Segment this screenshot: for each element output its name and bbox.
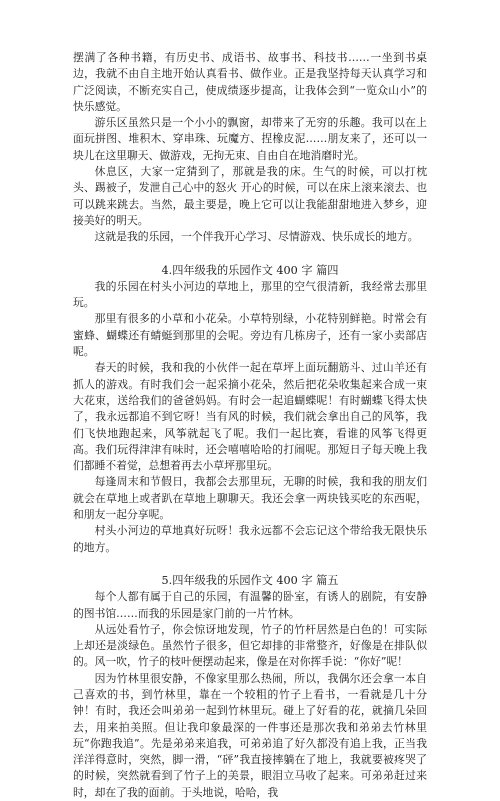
paragraph: 每逢周末和节假日，我都会去那里玩，无聊的时候，我和我的朋友们就会在草地上或者趴在草地上聊聊天。我还会拿一两块钱买吃的东西呢，和朋友一起分享呢。: [73, 475, 427, 522]
paragraph: 从远处看竹子，你会惊讶地发现，竹子的竹杆居然是白色的！可实际上却还是淡绿色。虽然竹子很多，但它却排的非常整齐，好像是在排队似的。风一吹，竹子的枝叶便摆动起来，像是在对你挥手说：“你好”呢！: [73, 622, 427, 669]
essay-section-3: [73, 50, 427, 246]
section-title: 5.四年级我的乐园作文 400 字 篇五: [161, 573, 339, 587]
article-body: [73, 50, 427, 801]
essay-section-4: [73, 263, 427, 556]
paragraph: 那里有很多的小草和小花朵。小草特别绿，小花特别鲜艳。时常会有蜜蜂、蝴蝶还有蜻蜓到那里的会呢。旁边有几栋房子，还有一家小卖部店呢。: [73, 312, 427, 359]
paragraph: 村头小河边的草地真好玩呀！我永远都不会忘记这个带给我无限快乐的地方。: [73, 524, 427, 554]
paragraph: 游乐区虽然只是一个小小的飘窗，却带来了无穷的乐趣。我可以在上面玩拼图、堆积木、穿串珠、玩魔方、捏橡皮泥……朋友来了，还可以一块儿在这里聊天、做游戏，无拘无束、自由自在地消磨时光。: [73, 116, 427, 162]
paragraph: 休息区，大家一定猜到了，那就是我的床。生气的时候，可以打枕头、踢被子，发泄自己心中的怒火 开心的时候，可以在床上滚来滚去、也可以跳来跳去。当然，最主要是，晚上它可以让我能甜甜地进入梦乡，迎接美好的明天。: [73, 165, 427, 227]
paragraph: 我的乐园在村头小河边的草地上，那里的空气很清新，我经常去那里玩。: [73, 279, 427, 310]
section-title: 4.四年级我的乐园作文 400 字 篇四: [161, 263, 339, 277]
paragraph: 每个人都有属于自己的乐园，有温馨的卧室，有诱人的剧院，有安静的图书馆……而我的乐园是家门前的一片竹林。: [73, 590, 427, 620]
essay-section-5: [73, 573, 427, 801]
paragraph: 摆满了各种书籍，有历史书、成语书、故事书、科技书……一坐到书桌边，我就不由自主地开始认真看书、做作业。正是我坚持每天认真学习和广泛阅读，不断充实自己，使成绩逐步提高，让我体会到“一览众山小”的快乐感觉。: [73, 51, 427, 113]
paragraph: 这就是我的乐园，一个伴我开心学习、尽情游戏、快乐成长的地方。: [94, 230, 419, 244]
paragraph: 因为竹林里很安静，不像家里那么热闹，所以，我偶尔还会拿一本自己喜欢的书，到竹林里，靠在一个较粗的竹子上看书，一看就是几十分钟！有时，我还会叫弟弟一起到竹林里玩。碰上了好看的花，就摘几朵回去，用来拍美照。但让我印象最深的一件事还是那次我和弟弟去竹林里玩“你跑我追”。先是弟弟来追我，可弟弟追了好久都没有追上我，正当我洋洋得意时，突然，脚一滑，“砰”我直接摔躺在了地上，我就要被疼哭了的时候，突然就看到了竹子上的美景，眼泪立马收了起来。可弟弟赶过来时，却在了我的面前。于头地说，哈哈，我: [73, 671, 427, 799]
paragraph: 春天的时候，我和我的小伙伴一起在草坪上面玩翻筋斗、过山羊还有抓人的游戏。有时我们会一起采摘小花朵，然后把花朵收集起来合成一束大花束，送给我们的爸爸妈妈。有时会一起追蝴蝶呢！有时蝴蝶飞得太快了，我永远都追不到它呀！当有风的时候，我们就会拿出自己的风筝，我们飞快地跑起来，风筝就起飞了呢。我们一起比赛，看谁的风筝飞得更高。我们玩得津津有味时，还会嘻嘻哈哈的打闹呢。那短日子每天晚上我们都睡不着觉，总想着再去小草坪那里玩。: [73, 361, 427, 473]
